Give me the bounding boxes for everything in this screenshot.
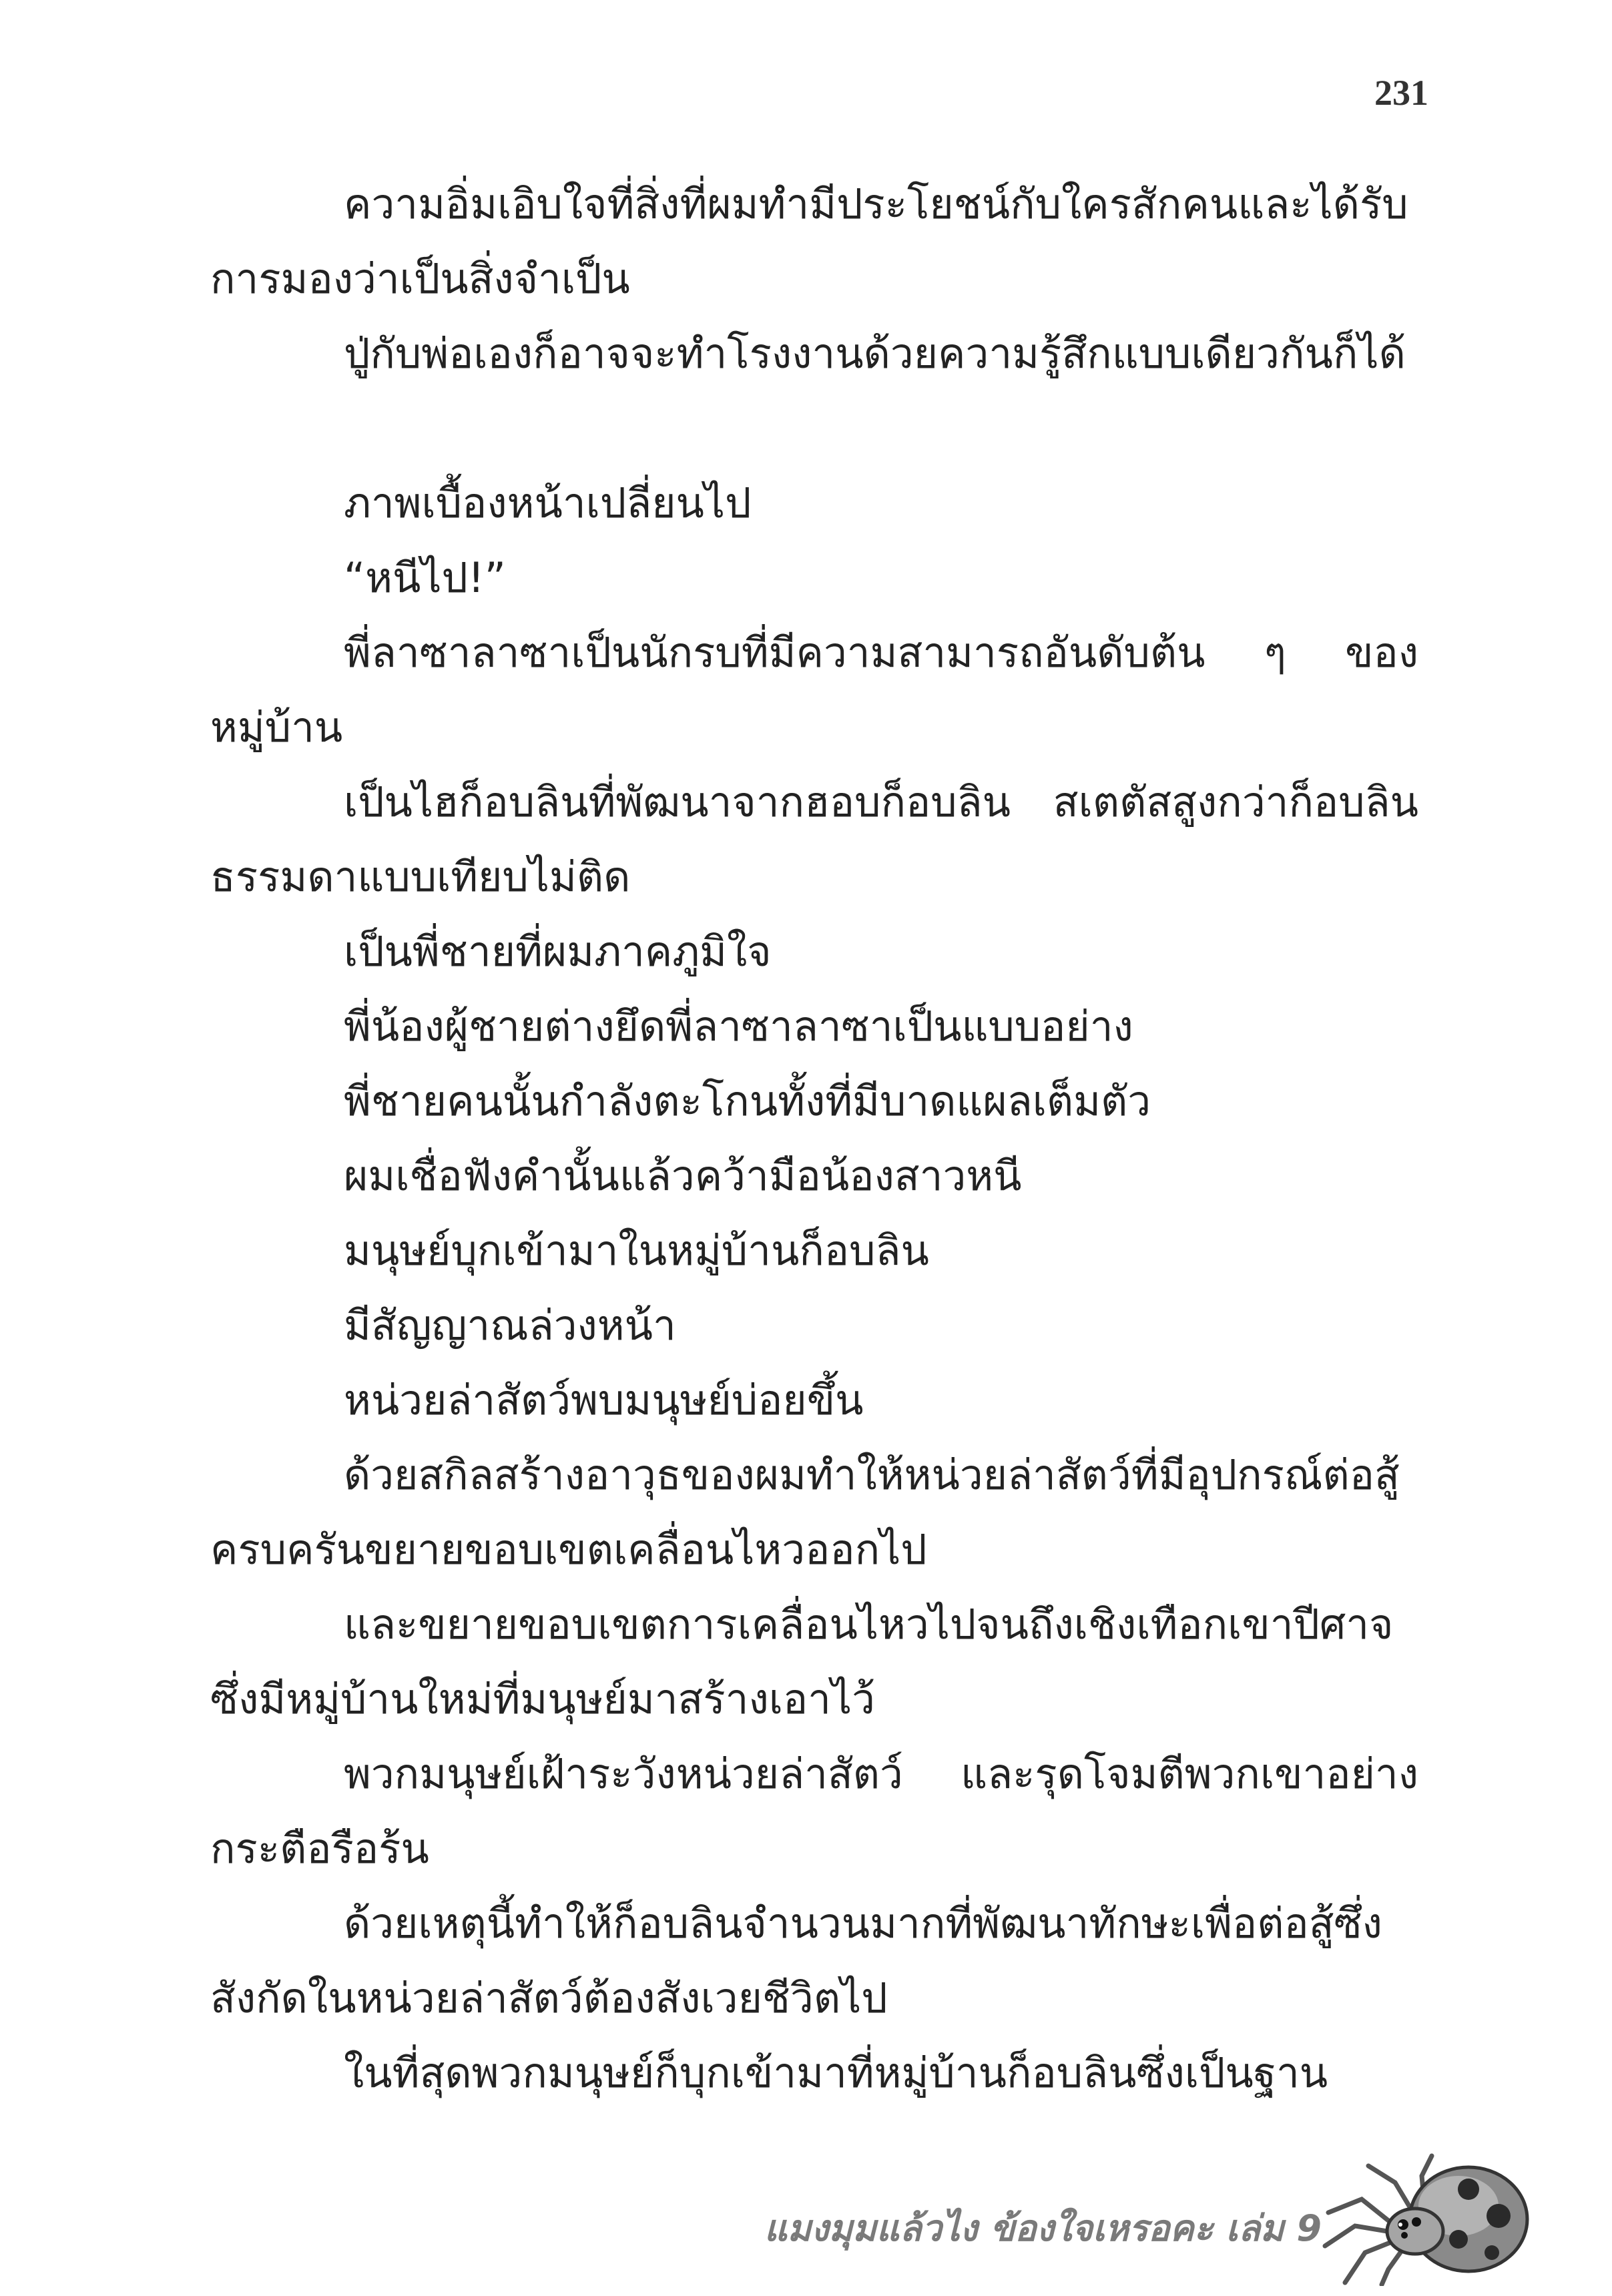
paragraph: หน่วยล่าสัตว์พบมนุษย์บ่อยขึ้น <box>344 1376 864 1424</box>
paragraph: ในที่สุดพวกมนุษย์ก็บุกเข้ามาที่หมู่บ้านก็อบลินซึ่งเป็นฐาน <box>344 2048 1328 2097</box>
paragraph: พี่ชายคนนั้นกำลังตะโกนทั้งที่มีบาดแผลเต็มตัว <box>344 1077 1151 1125</box>
paragraph: ปู่กับพ่อเองก็อาจจะทำโรงงานด้วยความรู้สึกแบบเดียวกันก็ได้ <box>344 329 1406 378</box>
paragraph: “หนีไป!” <box>344 553 506 602</box>
page-footer <box>734 2152 1562 2286</box>
paragraph: ภาพเบื้องหน้าเปลี่ยนไป <box>344 479 752 527</box>
paragraph: พี่ลาซาลาซาเป็นนักรบที่มีความสามารถอันดับต้น ๆ ของหมู่บ้าน <box>210 628 1418 752</box>
paragraph: และขยายขอบเขตการเคลื่อนไหวไปจนถึงเชิงเทือกเขาปีศาจซึ่งมีหมู่บ้านใหม่ที่มนุษย์มาสร้างเอาไว้ <box>210 1600 1394 1723</box>
paragraph: ผมเชื่อฟังคำนั้นแล้วคว้ามือน้องสาวหนี <box>344 1151 1022 1200</box>
section-break <box>210 391 1418 466</box>
paragraph: พวกมนุษย์เฝ้าระวังหน่วยล่าสัตว์ และรุดโจมตีพวกเขาอย่างกระตือรือร้น <box>210 1749 1418 1873</box>
paragraph: ด้วยสกิลสร้างอาวุธของผมทำให้หน่วยล่าสัตว์ที่มีอุปกรณ์ต่อสู้ครบครันขยายขอบเขตเคลื่อนไหวออกไป <box>210 1450 1400 1574</box>
page-number: 231 <box>1374 73 1428 113</box>
spider-icon <box>1315 2152 1535 2286</box>
paragraph: มีสัญญาณล่วงหน้า <box>344 1301 676 1350</box>
paragraph: พี่น้องผู้ชายต่างยึดพี่ลาซาลาซาเป็นแบบอย่าง <box>344 1002 1133 1051</box>
paragraph: มนุษย์บุกเข้ามาในหมู่บ้านก็อบลิน <box>344 1226 929 1275</box>
paragraph: ความอิ่มเอิบใจที่สิ่งที่ผมทำมีประโยชน์กับใครสักคนและได้รับการมองว่าเป็นสิ่งจำเป็น <box>210 180 1408 303</box>
book-title: แมงมุมแล้วไง ข้องใจเหรอคะ เล่ม 9 <box>764 2207 1322 2249</box>
paragraph: เป็นพี่ชายที่ผมภาคภูมิใจ <box>344 927 772 976</box>
body-text <box>210 167 1418 2110</box>
paragraph: ด้วยเหตุนี้ทำให้ก็อบลินจำนวนมากที่พัฒนาทักษะเพื่อต่อสู้ซึ่งสังกัดในหน่วยล่าสัตว์ต้องสังเวยชีวิตไป <box>210 1899 1382 2022</box>
paragraph: เป็นไฮก็อบลินที่พัฒนาจากฮอบก็อบลิน สเตตัสสูงกว่าก็อบลินธรรมดาแบบเทียบไม่ติด <box>210 778 1418 901</box>
